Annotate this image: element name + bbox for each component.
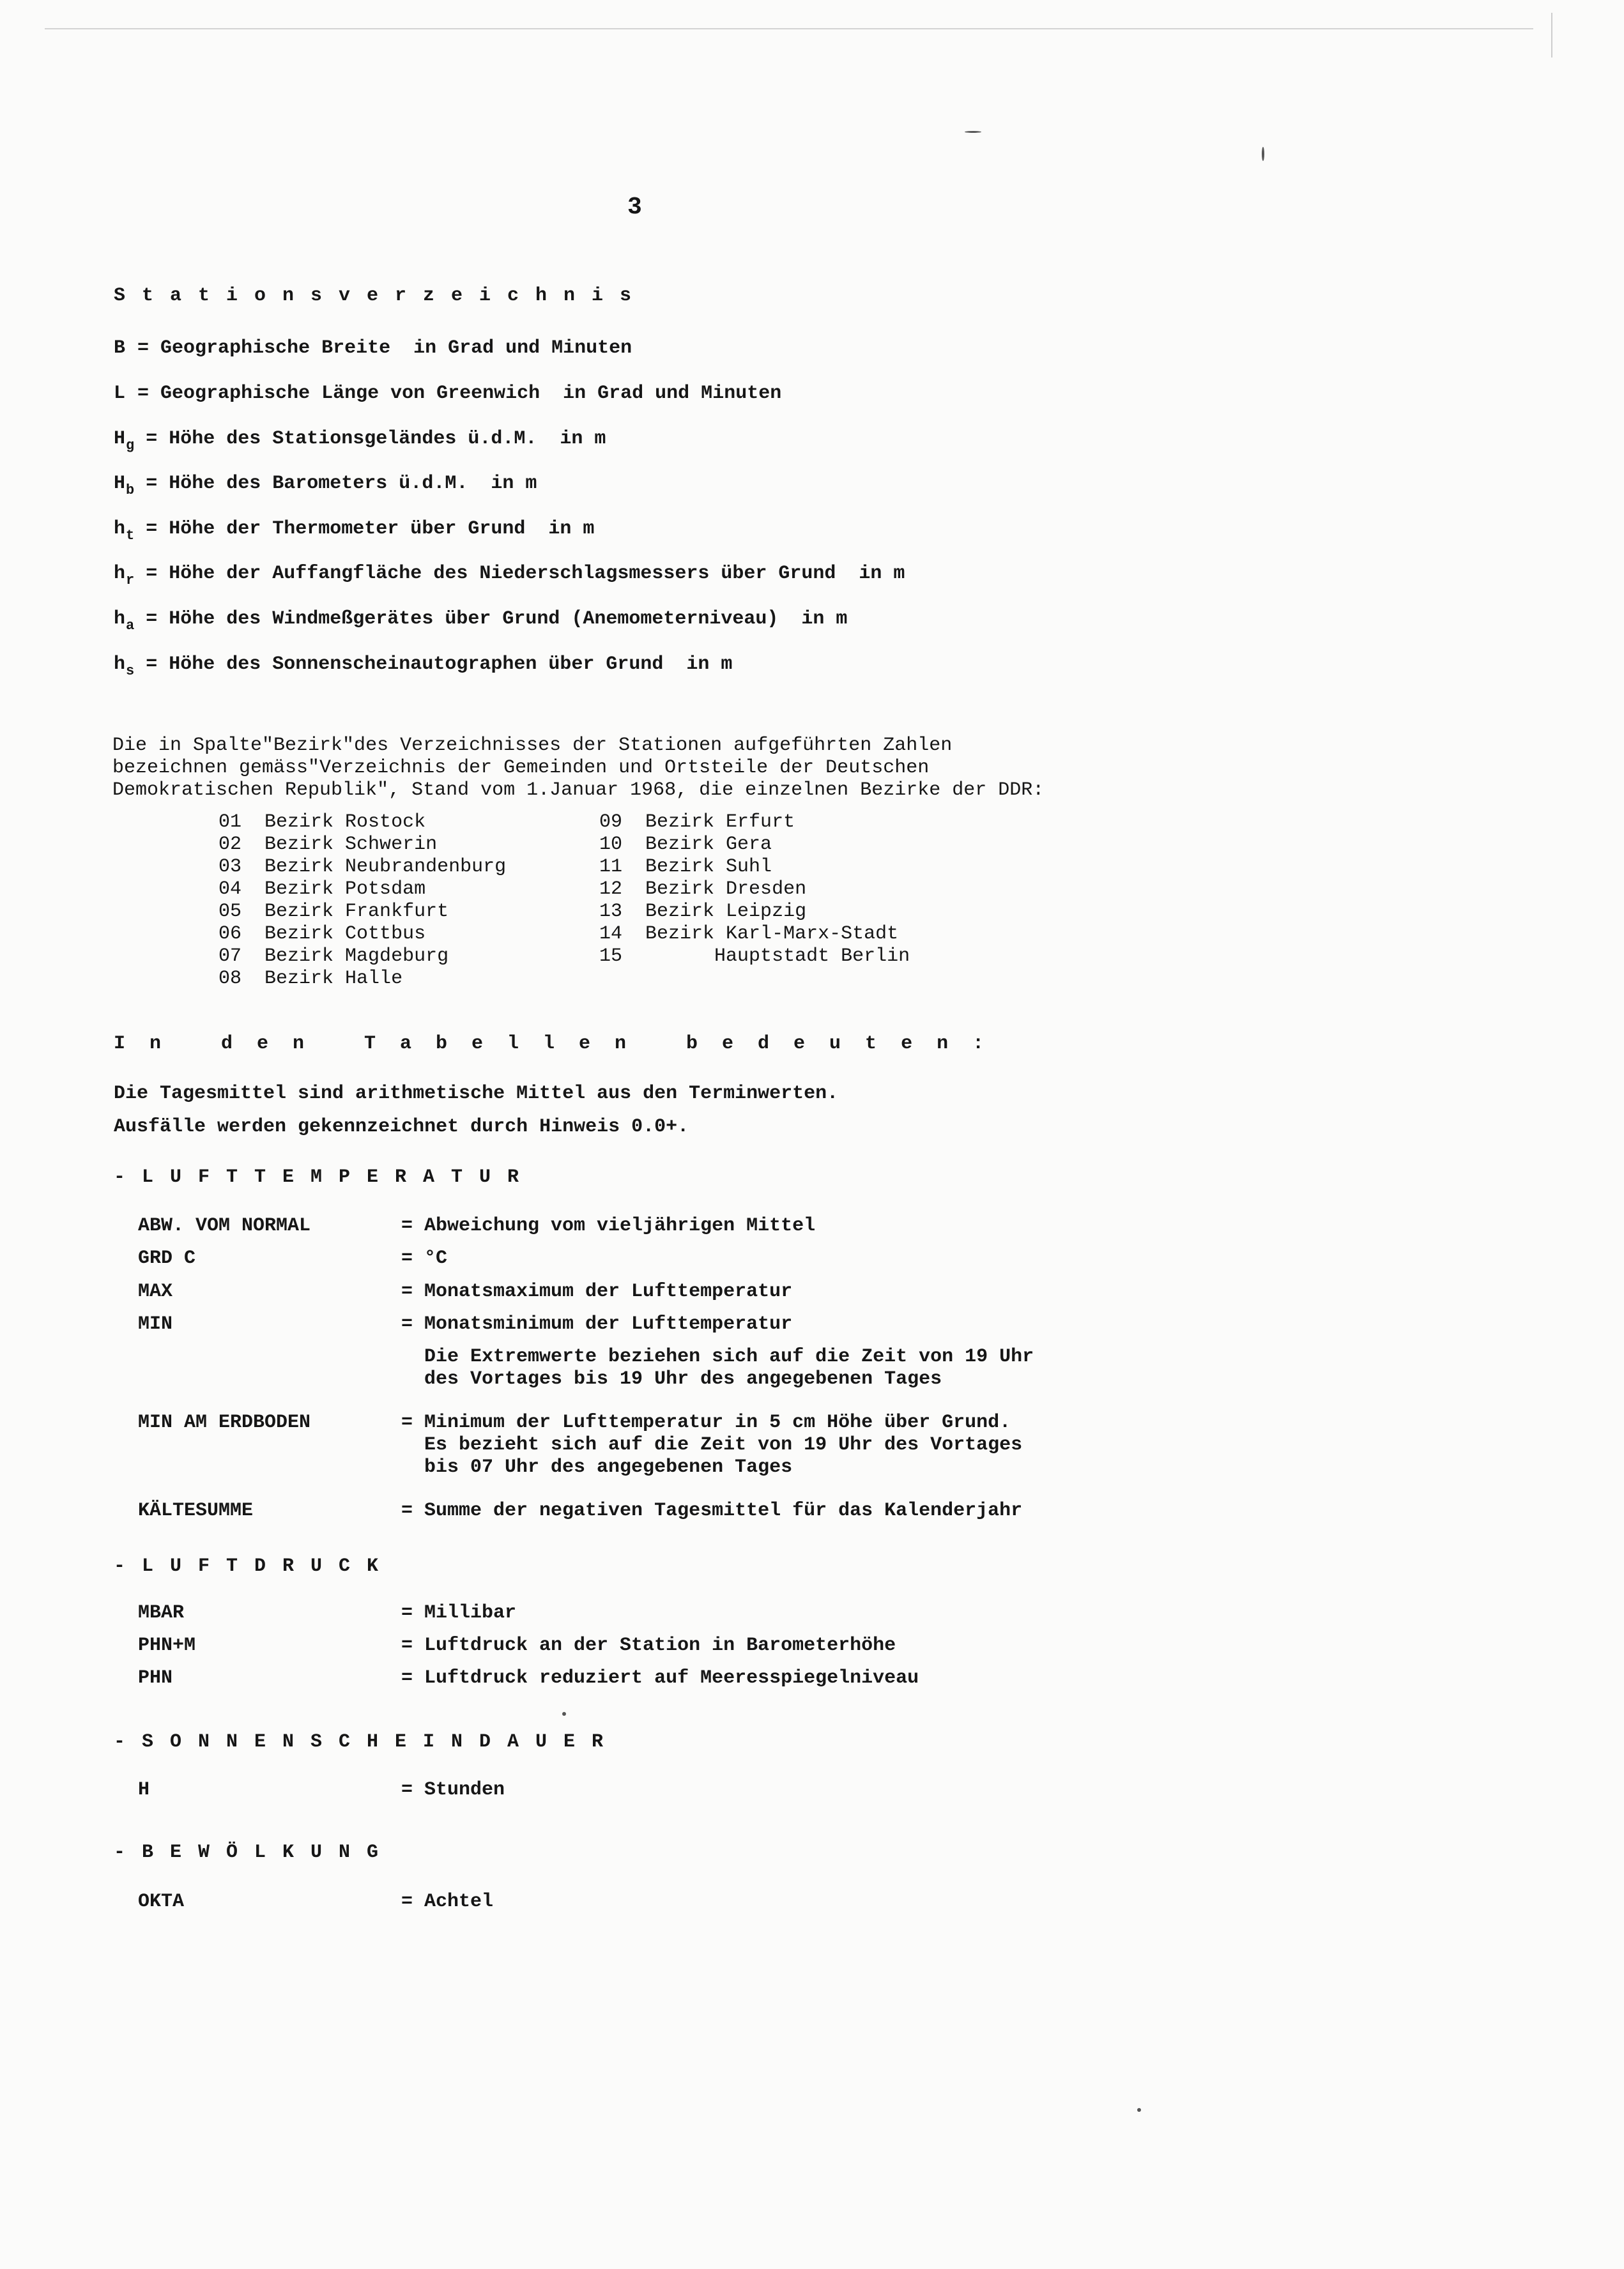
term-desc: des Vortages bis 19 Uhr des angegebenen Tages bbox=[401, 1368, 942, 1390]
term-key: MIN AM ERDBODEN bbox=[138, 1412, 311, 1433]
district-item: 07 Bezirk Magdeburg bbox=[218, 945, 449, 967]
term-key: MIN bbox=[138, 1313, 173, 1335]
scan-speck bbox=[1137, 2108, 1141, 2112]
term-desc: = Abweichung vom vieljährigen Mittel bbox=[401, 1215, 816, 1237]
scan-speck bbox=[562, 1712, 566, 1716]
district-item: 13 Bezirk Leipzig bbox=[599, 901, 807, 922]
term-desc: = °C bbox=[401, 1248, 448, 1269]
section-title-lufttemperatur: -LUFTTEMPERATUR bbox=[114, 1166, 536, 1188]
term-desc: = Luftdruck an der Station in Barometerhöhe bbox=[401, 1635, 896, 1656]
term-desc: = Luftdruck reduziert auf Meeresspiegelniveau bbox=[401, 1667, 919, 1689]
district-item: 01 Bezirk Rostock bbox=[218, 811, 426, 833]
definition-row: $h_r$ = Höhe der Auffangfläche des Niederschlagsmessers über Grund in m bbox=[114, 563, 905, 588]
section-title-sonnenschein: -SONNENSCHEINDAUER bbox=[114, 1731, 620, 1753]
intro-line: bezeichnen gemäss"Verzeichnis der Gemeinden und Ortsteile der Deutschen bbox=[112, 757, 930, 779]
term-desc: = Millibar bbox=[401, 1602, 517, 1624]
page-heading: Stationsverzeichnis bbox=[114, 285, 648, 307]
district-item: 15 Hauptstadt Berlin bbox=[599, 945, 910, 967]
scan-line-right bbox=[1551, 13, 1552, 57]
section-title-luftdruck: -LUFTDRUCK bbox=[114, 1555, 395, 1577]
scan-speck bbox=[1262, 147, 1264, 161]
definition-row: B = Geographische Breite in Grad und Minuten bbox=[114, 337, 632, 359]
definition-row: $h_t$ = Höhe der Thermometer über Grund in m bbox=[114, 518, 595, 544]
term-desc: = Monatsmaximum der Lufttemperatur bbox=[401, 1281, 793, 1303]
term-desc: Die Extremwerte beziehen sich auf die Zeit von 19 Uhr bbox=[401, 1346, 1034, 1368]
district-item: 04 Bezirk Potsdam bbox=[218, 878, 426, 900]
intro-line: Demokratischen Republik", Stand vom 1.Januar 1968, die einzelnen Bezirke der DDR: bbox=[112, 779, 1045, 801]
definition-row: $H_g$ = Höhe des Stationsgeländes ü.d.M. in m bbox=[114, 428, 606, 454]
district-item: 09 Bezirk Erfurt bbox=[599, 811, 795, 833]
district-item: 02 Bezirk Schwerin bbox=[218, 834, 438, 855]
definition-row: L = Geographische Länge von Greenwich in Grad und Minuten bbox=[114, 383, 782, 404]
section-title-bewoelkung: -BEWÖLKUNG bbox=[114, 1842, 395, 1863]
district-item: 10 Bezirk Gera bbox=[599, 834, 772, 855]
district-item: 03 Bezirk Neubrandenburg bbox=[218, 856, 507, 878]
district-item: 05 Bezirk Frankfurt bbox=[218, 901, 449, 922]
term-key: MBAR bbox=[138, 1602, 185, 1624]
note-line: Ausfälle werden gekennzeichnet durch Hinweis 0.0+. bbox=[114, 1116, 689, 1138]
definition-row: $h_s$ = Höhe des Sonnenscheinautographen über Grund in m bbox=[114, 653, 733, 679]
term-key: KÄLTESUMME bbox=[138, 1500, 254, 1522]
definition-row: $h_a$ = Höhe des Windmeßgerätes über Grund (Anemometerniveau) in m bbox=[114, 608, 848, 634]
term-desc: = Stunden bbox=[401, 1779, 505, 1801]
scan-speck bbox=[965, 131, 981, 133]
term-desc: = Summe der negativen Tagesmittel für das Kalenderjahr bbox=[401, 1500, 1023, 1522]
term-desc: Es bezieht sich auf die Zeit von 19 Uhr des Vortages bbox=[401, 1434, 1023, 1456]
term-key: PHN bbox=[138, 1667, 173, 1689]
term-key: PHN+M bbox=[138, 1635, 196, 1656]
term-desc: = Monatsminimum der Lufttemperatur bbox=[401, 1313, 793, 1335]
note-line: Die Tagesmittel sind arithmetische Mittel aus den Terminwerten. bbox=[114, 1083, 839, 1104]
district-item: 08 Bezirk Halle bbox=[218, 968, 403, 989]
term-desc: bis 07 Uhr des angegebenen Tages bbox=[401, 1456, 793, 1478]
term-key: ABW. VOM NORMAL bbox=[138, 1215, 311, 1237]
district-item: 14 Bezirk Karl-Marx-Stadt bbox=[599, 923, 899, 945]
tables-heading: In den Tabellen bedeuten: bbox=[114, 1033, 1009, 1055]
district-item: 12 Bezirk Dresden bbox=[599, 878, 807, 900]
term-key: GRD C bbox=[138, 1248, 196, 1269]
page-number: 3 bbox=[627, 194, 642, 221]
term-desc: = Minimum der Lufttemperatur in 5 cm Höhe über Grund. bbox=[401, 1412, 1011, 1433]
intro-line: Die in Spalte"Bezirk"des Verzeichnisses der Stationen aufgeführten Zahlen bbox=[112, 735, 953, 756]
definition-row: $H_b$ = Höhe des Barometers ü.d.M. in m bbox=[114, 473, 537, 498]
term-key: MAX bbox=[138, 1281, 173, 1303]
term-key: H bbox=[138, 1779, 150, 1801]
district-item: 06 Bezirk Cottbus bbox=[218, 923, 426, 945]
term-desc: = Achtel bbox=[401, 1891, 494, 1913]
term-key: OKTA bbox=[138, 1891, 185, 1913]
district-item: 11 Bezirk Suhl bbox=[599, 856, 772, 878]
scan-line-top bbox=[45, 28, 1533, 29]
